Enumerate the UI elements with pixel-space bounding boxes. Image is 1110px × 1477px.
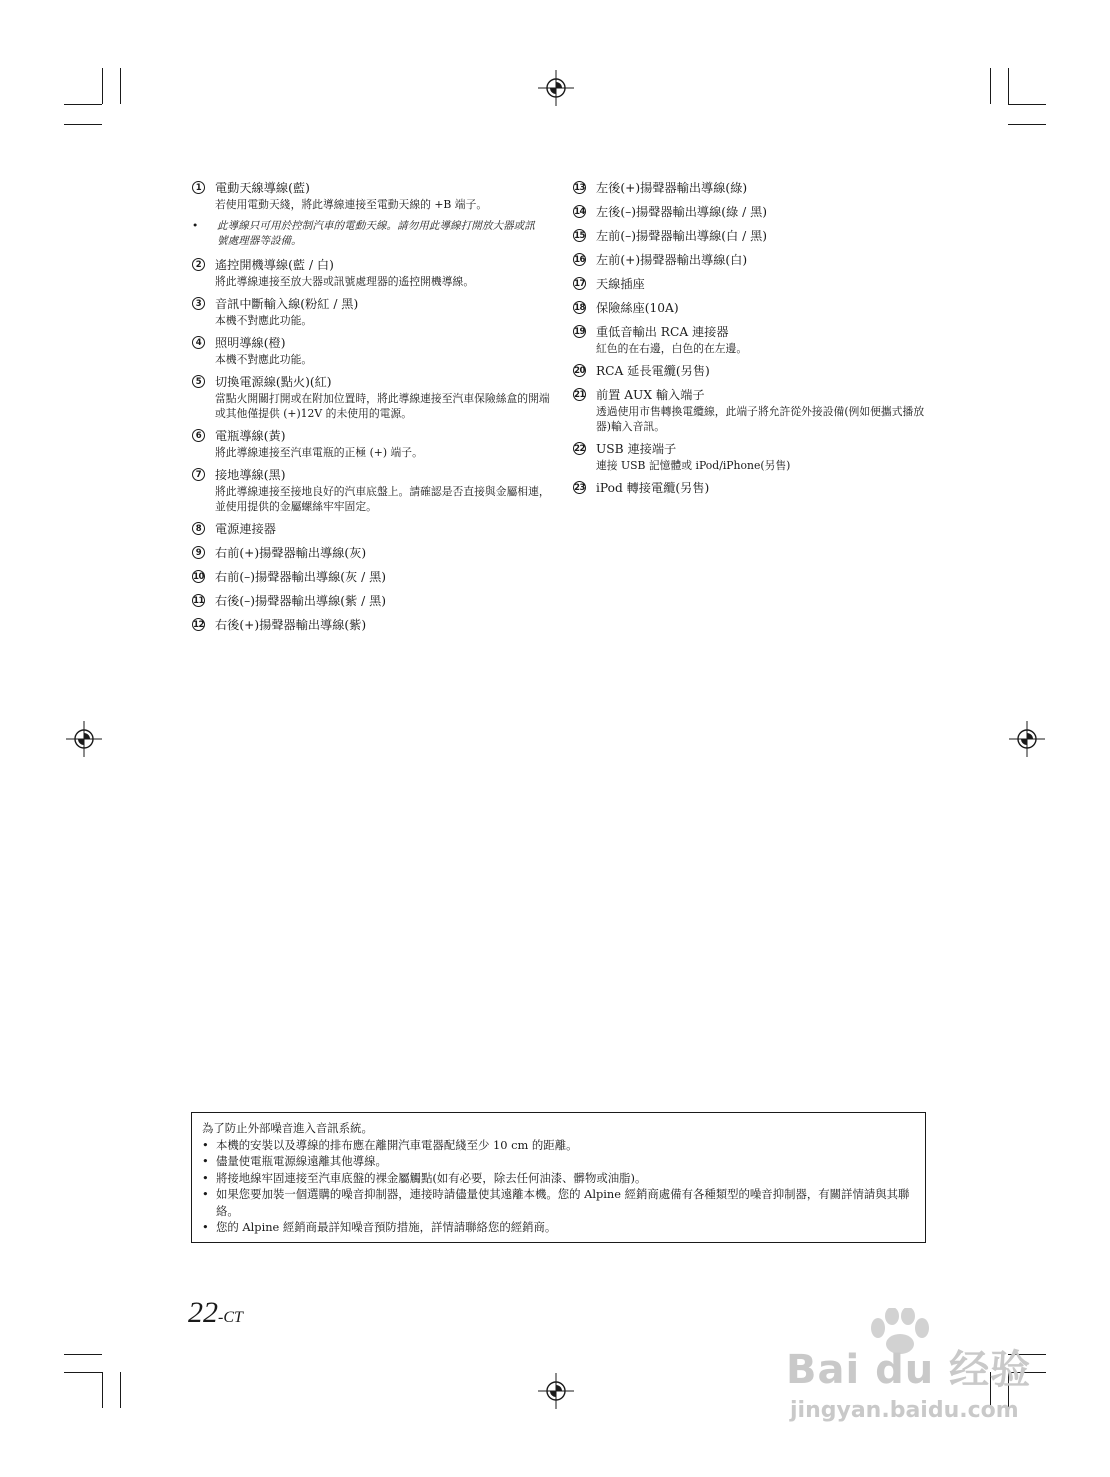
bullet-text: 將接地線牢固連接至汽車底盤的裸金屬觸點(如有必要，除去任何油漆、髒物或油脂)。 — [216, 1170, 647, 1185]
item-number: 8 — [192, 522, 205, 535]
item-number: 10 — [193, 571, 204, 582]
item-number: 5 — [192, 375, 205, 388]
box-intro: 為了防止外部噪音進入音訊系統。 — [202, 1121, 373, 1135]
list-item — [573, 324, 933, 356]
item-number: 20 — [574, 365, 585, 376]
item-title: 接地導線(黑) — [215, 468, 286, 482]
registration-mark-icon — [1009, 721, 1045, 757]
list-item — [192, 617, 552, 634]
item-title: RCA 延長電纜(另售) — [596, 364, 710, 378]
item-title: 電瓶導線(黃) — [215, 429, 286, 443]
left-column — [192, 180, 552, 641]
list-item — [192, 521, 552, 538]
item-title: iPod 轉接電纜(另售) — [596, 481, 710, 495]
list-item — [573, 252, 933, 269]
crop-mark — [120, 68, 121, 104]
list-item — [573, 480, 933, 497]
item-description: 若使用電動天綫，將此導線連接至電動天線的 +B 端子。 — [215, 198, 488, 211]
item-title: 右後(+)揚聲器輸出導線(紫) — [215, 618, 367, 632]
list-item — [192, 569, 552, 586]
italic-note — [192, 219, 542, 249]
item-number: 1 — [192, 181, 205, 194]
item-number: 17 — [574, 278, 585, 289]
item-number: 22 — [574, 443, 585, 454]
right-column — [573, 180, 933, 504]
bullet: • — [202, 1170, 209, 1185]
crop-mark — [990, 68, 991, 104]
bullet: • — [202, 1154, 209, 1168]
item-number: 18 — [574, 302, 585, 313]
item-title: 右前(+)揚聲器輸出導線(灰) — [215, 546, 367, 560]
list-item — [573, 180, 933, 197]
item-description: 連接 USB 記憶體或 iPod/iPhone(另售) — [596, 459, 791, 472]
item-description: 當點火開關打開或在附加位置時，將此導線連接至汽車保險絲盒的開端或其他僅提供 (+)12V 的未使用的電源。 — [215, 392, 550, 420]
item-title: 右後(–)揚聲器輸出導線(紫 / 黑) — [215, 594, 387, 608]
bullet-text: 本機的安裝以及導線的排布應在離開汽車電器配綫至少 10 cm 的距離。 — [216, 1137, 578, 1152]
crop-mark — [102, 68, 103, 104]
item-number: 7 — [192, 468, 205, 481]
item-title: 保險絲座(10A) — [596, 301, 679, 315]
crop-mark — [1008, 68, 1009, 104]
list-item — [192, 296, 552, 328]
item-number: 12 — [193, 619, 204, 630]
item-number: 6 — [192, 429, 205, 442]
list-item — [573, 441, 933, 473]
item-title: USB 連接端子 — [596, 442, 677, 456]
item-number: 23 — [574, 482, 585, 493]
item-number: 21 — [574, 389, 585, 400]
item-number: 19 — [574, 326, 585, 337]
item-number: 16 — [574, 254, 585, 265]
noise-prevention-box — [191, 1112, 926, 1243]
item-title: 左前(+)揚聲器輸出導線(白) — [596, 253, 748, 267]
item-title: 天線插座 — [596, 277, 645, 291]
bullet-text: 儘量使電瓶電源線遠離其他導線。 — [216, 1154, 387, 1168]
list-item — [573, 276, 933, 293]
item-title: 左後(+)揚聲器輸出導線(綠) — [596, 181, 748, 195]
bullet-text: 您的 Alpine 經銷商最詳知噪音預防措施，詳情請聯絡您的經銷商。 — [216, 1220, 557, 1234]
page-number-value: 22 — [188, 1296, 218, 1329]
list-item — [192, 545, 552, 562]
bullet-text: 如果您要加裝一個選購的噪音抑制器，連接時請儘量使其遠離本機。您的 Alpine 經銷商處備有各種類型的噪音抑制器，有關詳情請與其聯絡。 — [216, 1187, 910, 1218]
item-title: 照明導線(橙) — [215, 336, 286, 350]
item-description: 紅色的在右邊，白色的在左邊。 — [596, 342, 748, 355]
page-number-suffix: -CT — [218, 1309, 243, 1326]
list-item — [202, 1137, 915, 1154]
crop-mark — [64, 1372, 102, 1373]
list-item — [202, 1219, 915, 1236]
registration-mark-icon — [538, 70, 574, 106]
list-item — [202, 1153, 915, 1170]
list-item — [202, 1170, 915, 1187]
item-title: 電源連接器 — [215, 522, 276, 536]
crop-mark — [64, 104, 102, 105]
box-bullet-list — [202, 1137, 915, 1236]
item-description: 將此導線連接至汽車電瓶的正極 (+) 端子。 — [215, 446, 423, 459]
item-title: 左前(–)揚聲器輸出導線(白 / 黑) — [596, 229, 768, 243]
item-number: 4 — [192, 336, 205, 349]
registration-mark-icon — [538, 1373, 574, 1409]
baidu-watermark — [780, 1308, 1050, 1438]
list-item — [192, 257, 552, 289]
note-text: 此導線只可用於控制汽車的電動天線。請勿用此導線打開放大器或訊號處理器等設備。 — [217, 220, 535, 247]
watermark-logo: Bai du 经验 — [786, 1347, 1032, 1393]
list-item — [192, 593, 552, 610]
bullet: • — [202, 1220, 209, 1234]
item-number: 11 — [193, 595, 204, 606]
list-item — [192, 335, 552, 367]
list-item — [192, 467, 552, 514]
crop-mark — [64, 1354, 102, 1355]
item-description: 本機不對應此功能。 — [215, 353, 313, 366]
list-item — [573, 204, 933, 221]
list-item — [202, 1186, 915, 1219]
watermark-url: jingyan.baidu.com — [790, 1398, 1019, 1423]
list-item — [573, 228, 933, 245]
item-number: 14 — [574, 206, 585, 217]
bullet: • — [202, 1187, 209, 1201]
crop-mark — [120, 1372, 121, 1408]
item-number: 15 — [574, 230, 585, 241]
bullet: • — [202, 1137, 209, 1152]
crop-mark — [1008, 124, 1046, 125]
item-title: 左後(–)揚聲器輸出導線(綠 / 黑) — [596, 205, 768, 219]
item-number: 13 — [574, 182, 585, 193]
list-item — [573, 300, 933, 317]
item-number: 9 — [192, 546, 205, 559]
item-title: 切換電源線(點火)(紅) — [215, 375, 332, 389]
item-description: 本機不對應此功能。 — [215, 314, 313, 327]
item-title: 音訊中斷輸入線(粉紅 / 黑) — [215, 297, 359, 311]
item-title: 右前(–)揚聲器輸出導線(灰 / 黑) — [215, 570, 387, 584]
list-item — [192, 374, 552, 421]
item-number: 2 — [192, 258, 205, 271]
item-title: 電動天線導線(藍) — [215, 181, 310, 195]
crop-mark — [102, 1372, 103, 1408]
list-item — [573, 387, 933, 434]
item-title: 前置 AUX 輸入端子 — [596, 388, 705, 402]
item-title: 遙控開機導線(藍 / 白) — [215, 258, 334, 272]
item-description: 將此導線連接至放大器或訊號處理器的遙控開機導線。 — [215, 275, 475, 288]
list-item — [192, 180, 552, 212]
note-bullet: • — [192, 220, 199, 232]
item-description: 將此導線連接至接地良好的汽車底盤上。請確認是否直接與金屬相連，並使用提供的金屬螺絲牢牢固定。 — [215, 485, 550, 513]
registration-mark-icon — [66, 721, 102, 757]
page-number — [188, 1296, 243, 1330]
item-title: 重低音輸出 RCA 連接器 — [596, 325, 729, 339]
list-item — [192, 428, 552, 460]
crop-mark — [1008, 104, 1046, 105]
crop-mark — [64, 124, 102, 125]
list-item — [573, 363, 933, 380]
item-number: 3 — [192, 297, 205, 310]
item-description: 透過使用市售轉換電纜線，此端子將允許從外接設備(例如便攜式播放器)輸入音訊。 — [596, 405, 925, 433]
